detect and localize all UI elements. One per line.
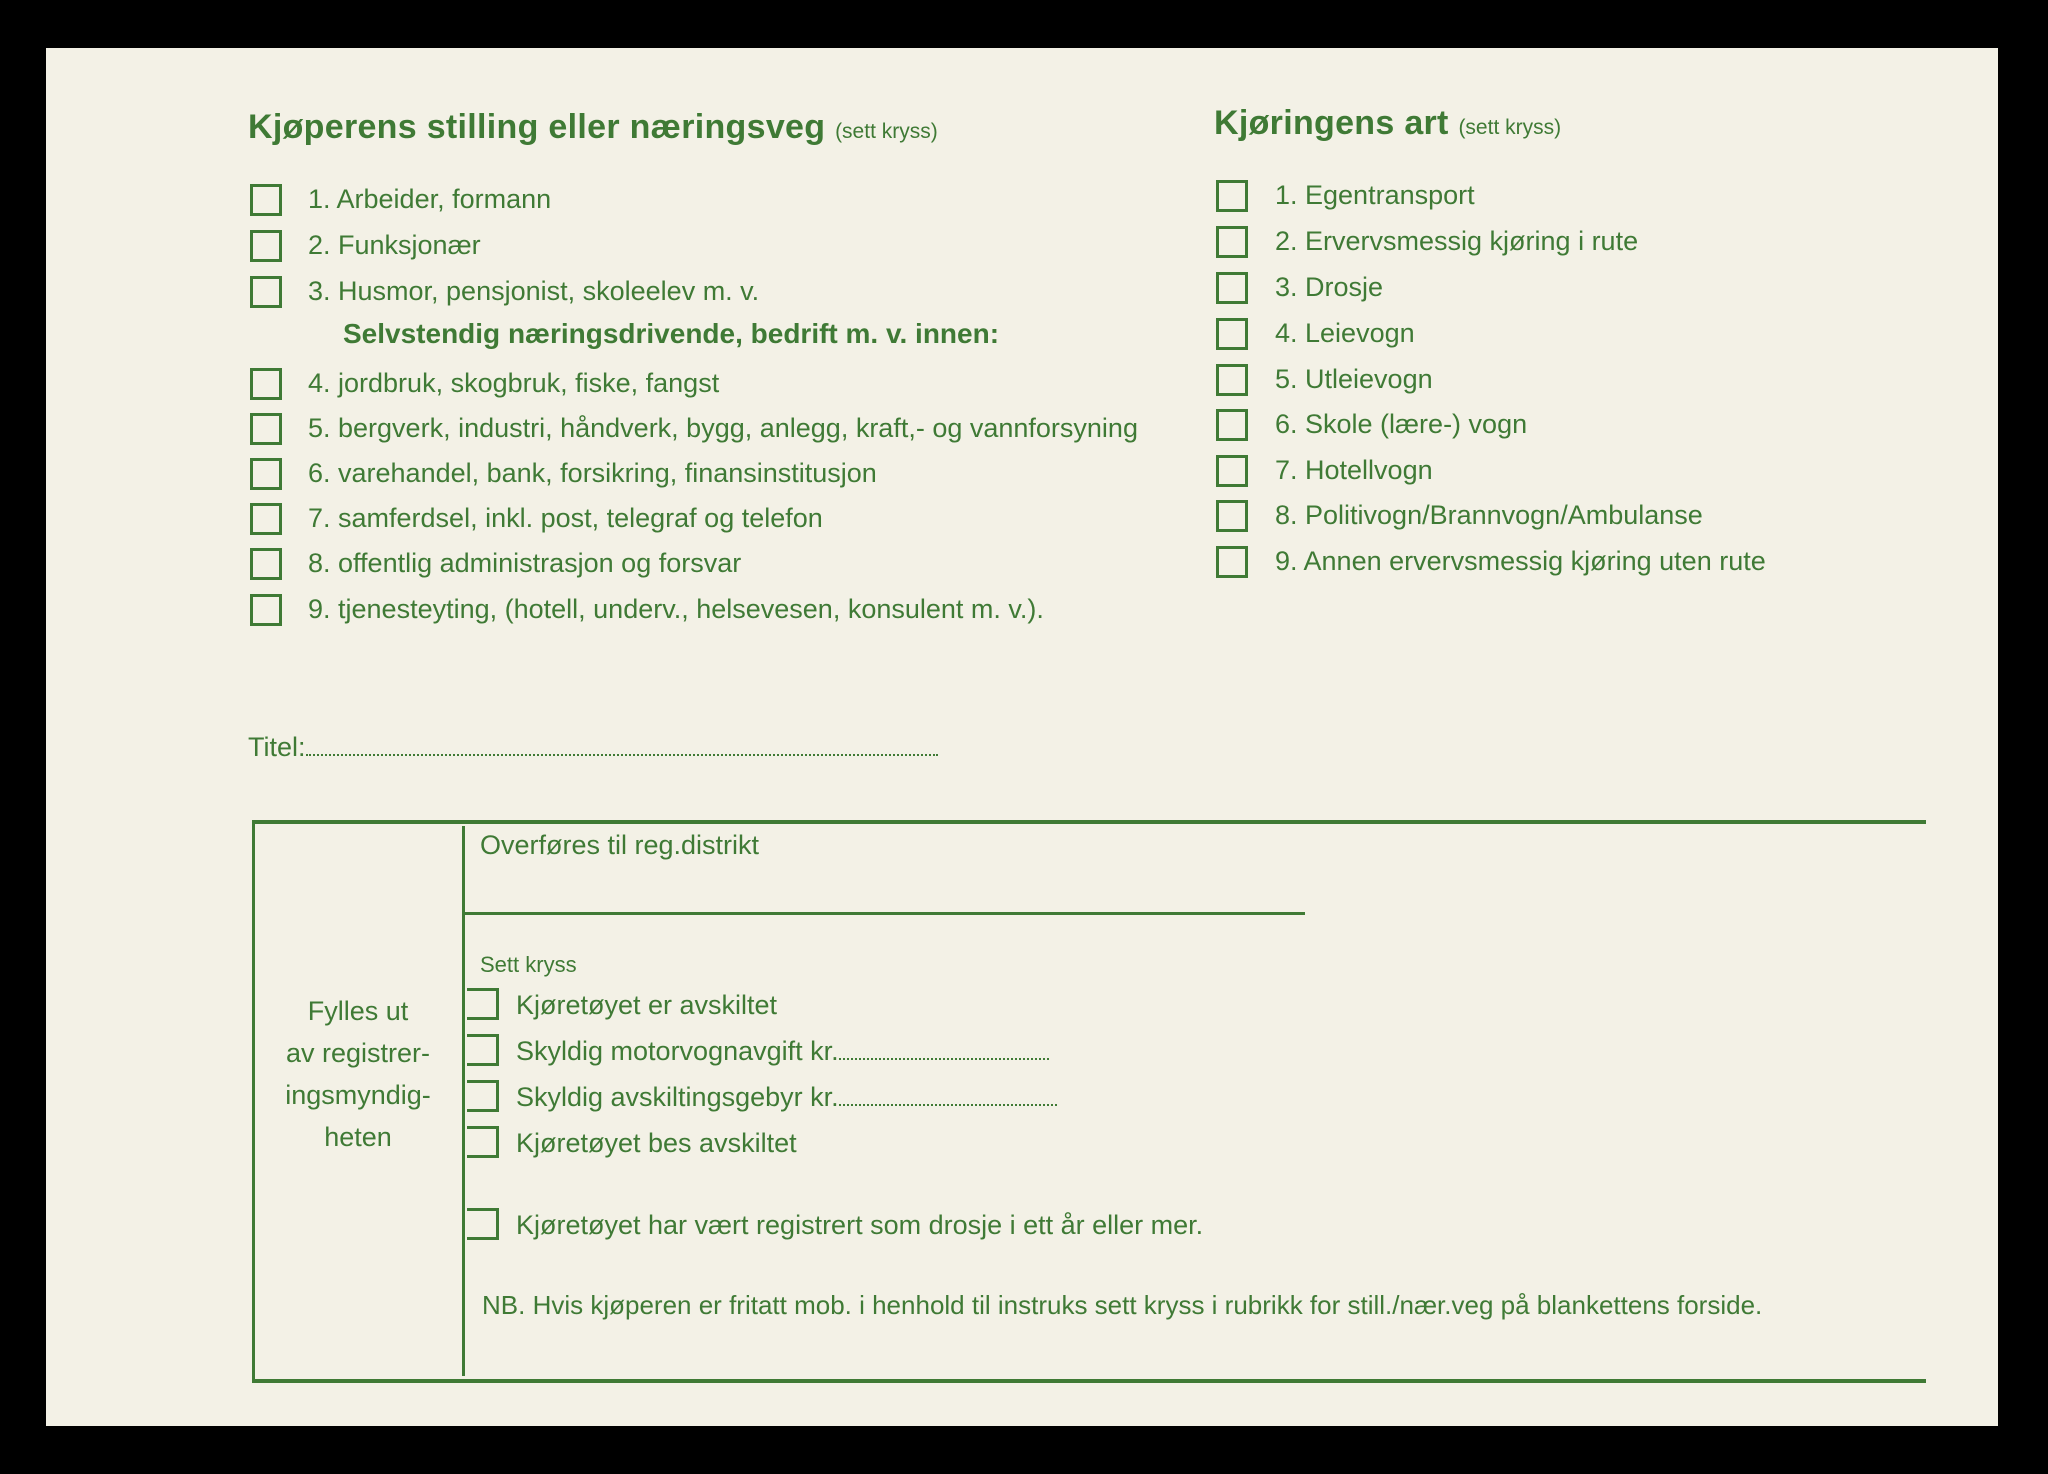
occupation-6-label: 6. varehandel, bank, forsikring, finansinstitusjon [308,458,877,488]
driving-6-label: 6. Skole (lære-) vogn [1275,409,1528,439]
checkbox-driving-7[interactable] [1216,455,1248,487]
checkbox-motor-tax[interactable] [467,1034,499,1066]
heading-text: Kjøperens stilling eller næringsveg [248,108,826,146]
checkbox-driving-2[interactable] [1216,226,1248,258]
checkbox-occupation-4[interactable] [250,368,282,400]
checkbox-taxi-registered[interactable] [467,1208,499,1240]
checkbox-driving-4[interactable] [1216,318,1248,350]
heading-note: (sett kryss) [835,120,938,143]
request-deregistration-label: Kjøretøyet bes avskiltet [516,1128,797,1158]
checkbox-driving-5[interactable] [1216,364,1248,396]
deregistration-fee-field[interactable] [516,1082,1057,1113]
title-field-label: Titel: [248,732,306,762]
driving-5-label: 5. Utleievogn [1275,364,1433,394]
heading-text: Kjøringens art [1214,104,1449,142]
transfer-district-label: Overføres til reg.distrikt [480,830,760,860]
checkbox-occupation-5[interactable] [250,413,282,445]
driving-type-heading [1214,104,1561,143]
driving-9-label: 9. Annen ervervsmessig kjøring uten rute [1275,546,1766,576]
checkbox-driving-6[interactable] [1216,409,1248,441]
occupation-1-label: 1. Arbeider, formann [308,184,552,214]
deregistration-fee-label: Skyldig avskiltingsgebyr kr. [516,1082,839,1112]
checkbox-occupation-3[interactable] [250,276,282,308]
title-field-dotted-line[interactable] [306,732,938,756]
box-top-rule [252,820,1926,824]
box-left-rule [252,820,255,1383]
driving-7-label: 7. Hotellvogn [1275,455,1433,485]
occupation-9-label: 9. tjenesteyting, (hotell, underv., helsevesen, konsulent m. v.). [308,594,1044,624]
driving-1-label: 1. Egentransport [1275,180,1475,210]
driving-2-label: 2. Ervervsmessig kjøring i rute [1275,226,1639,256]
deregistered-label: Kjøretøyet er avskiltet [516,990,778,1020]
taxi-registered-label: Kjøretøyet har vært registrert som drosje i ett år eller mer. [516,1210,1204,1240]
occupation-2-label: 2. Funksjonær [308,230,481,260]
occupation-7-label: 7. samferdsel, inkl. post, telegraf og telefon [308,503,823,533]
registry-side-label [258,990,458,1158]
checkbox-occupation-1[interactable] [250,184,282,216]
driving-4-label: 4. Leievogn [1275,318,1415,348]
checkbox-request-deregistration[interactable] [467,1126,499,1158]
checkbox-driving-1[interactable] [1216,180,1248,212]
occupation-3-label: 3. Husmor, pensjonist, skoleelev m. v. [308,276,760,306]
checkbox-occupation-7[interactable] [250,503,282,535]
side-label-line: ingsmyndig- [285,1080,431,1110]
motor-tax-label: Skyldig motorvognavgift kr. [516,1036,839,1066]
title-field[interactable] [248,732,938,763]
checkbox-driving-8[interactable] [1216,500,1248,532]
checkbox-occupation-2[interactable] [250,230,282,262]
side-label-line: heten [324,1122,392,1152]
transfer-divider-rule [465,912,1305,915]
box-column-rule [462,826,465,1376]
self-employed-subheading: Selvstendig næringsdrivende, bedrift m. v. innen: [343,318,1000,349]
checkbox-driving-3[interactable] [1216,272,1248,304]
transfer-district-field[interactable] [480,868,1300,908]
occupation-8-label: 8. offentlig administrasjon og forsvar [308,548,742,578]
occupation-4-label: 4. jordbruk, skogbruk, fiske, fangst [308,368,720,398]
box-bottom-rule [252,1379,1926,1383]
heading-note: (sett kryss) [1458,116,1562,139]
checkbox-driving-9[interactable] [1216,546,1248,578]
checkbox-deregistered[interactable] [467,988,499,1020]
checkbox-occupation-8[interactable] [250,548,282,580]
sett-kryss-label: Sett kryss [480,952,577,977]
motor-tax-amount-line[interactable] [839,1038,1049,1060]
side-label-line: av registrer- [285,1038,431,1068]
driving-8-label: 8. Politivogn/Brannvogn/Ambulanse [1275,500,1703,530]
deregistration-fee-amount-line[interactable] [839,1084,1057,1106]
checkbox-occupation-9[interactable] [250,594,282,626]
side-label-line: Fylles ut [307,996,409,1026]
motor-tax-field[interactable] [516,1036,1049,1067]
checkbox-deregistration-fee[interactable] [467,1080,499,1112]
nb-note: NB. Hvis kjøperen er fritatt mob. i henhold til instruks sett kryss i rubrikk for still./nær.veg på blankettens forside. [482,1290,1763,1320]
buyer-occupation-heading [248,108,938,147]
driving-3-label: 3. Drosje [1275,272,1384,302]
checkbox-occupation-6[interactable] [250,458,282,490]
occupation-5-label: 5. bergverk, industri, håndverk, bygg, anlegg, kraft,- og vannforsyning [308,413,1138,443]
